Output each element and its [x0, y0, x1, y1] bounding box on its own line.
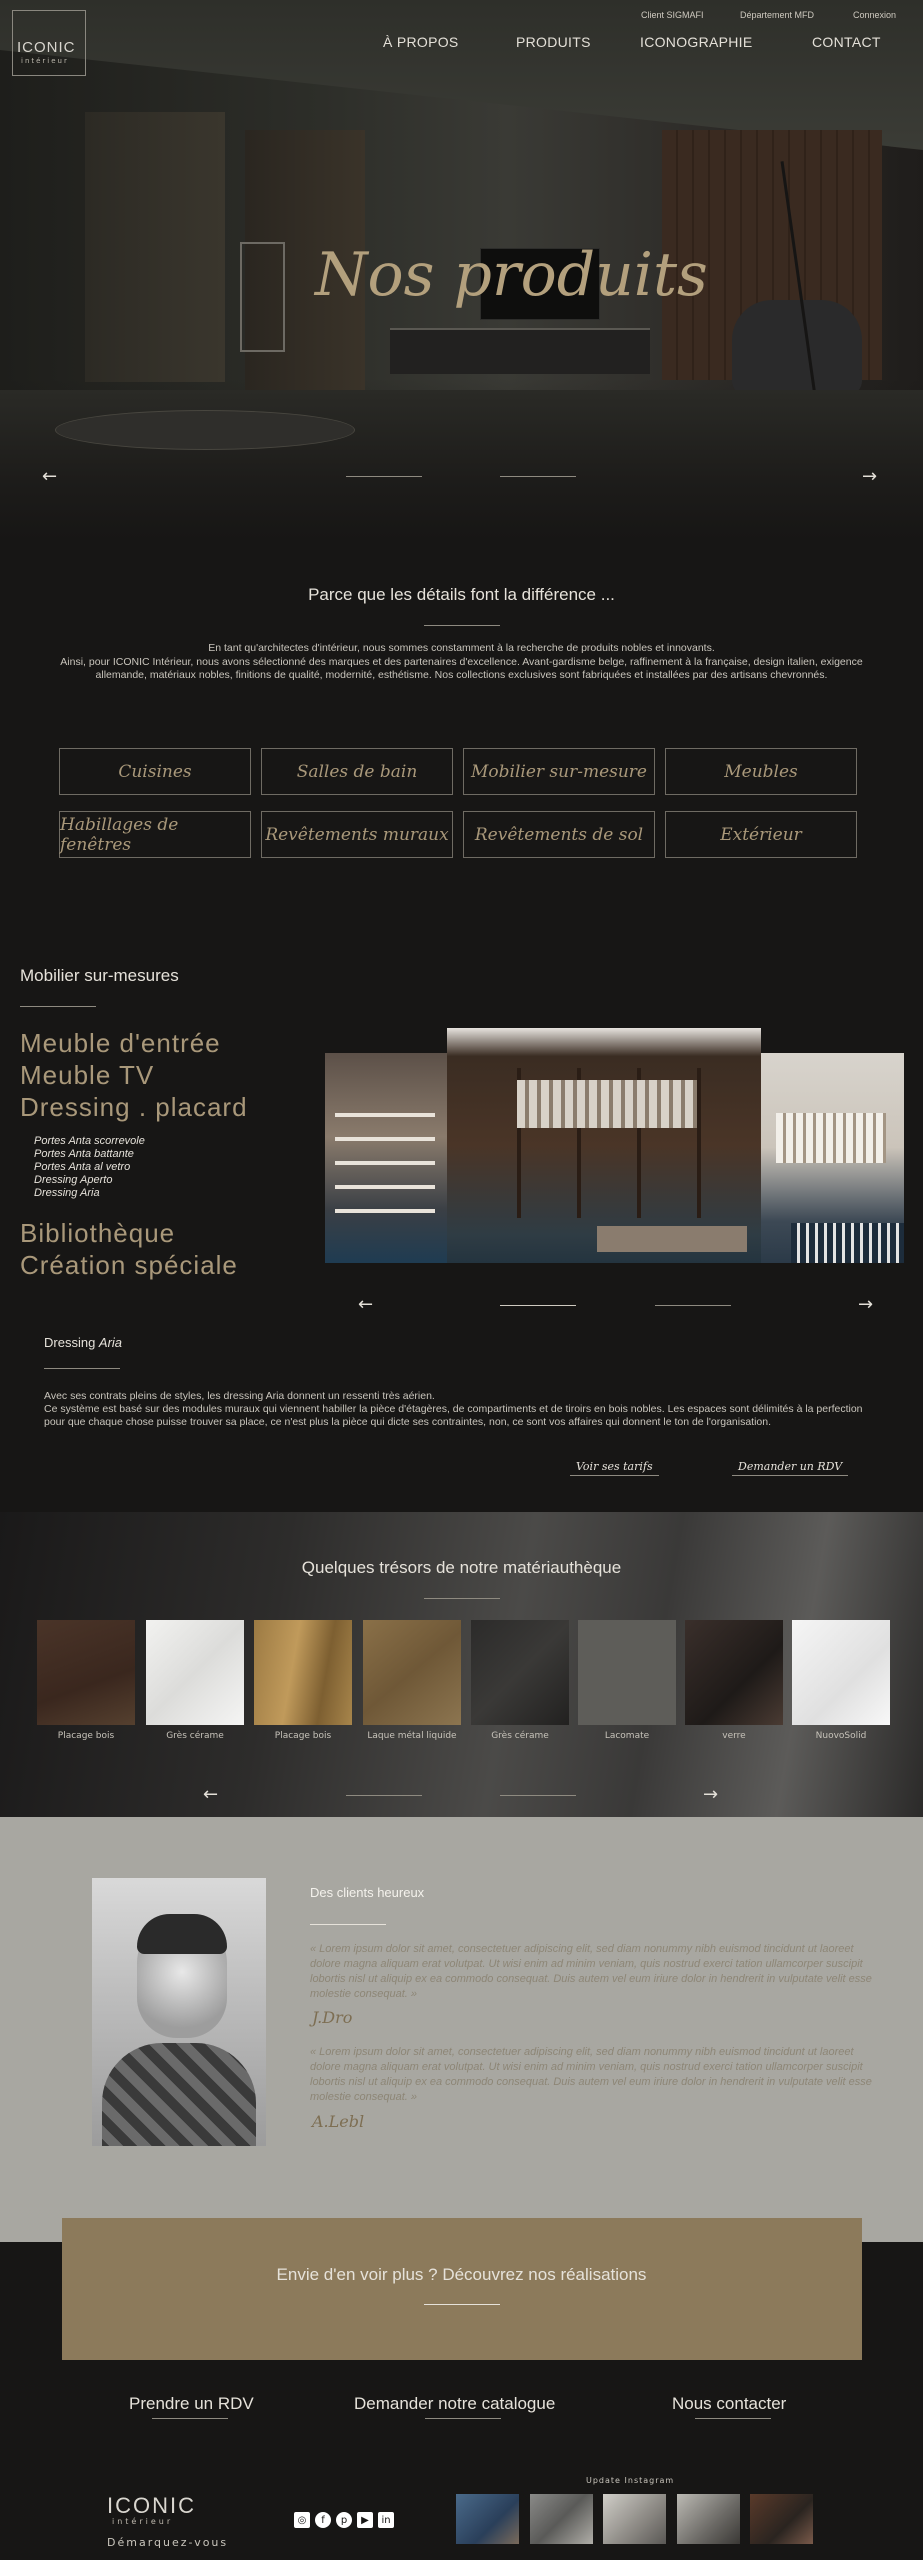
swatch-label-3: Placage bois — [274, 1731, 332, 1741]
category-mobilier-sur-mesure[interactable]: Mobilier sur-mesure — [463, 748, 655, 795]
footer-link-rule-3 — [695, 2418, 771, 2419]
mobilier-dressing-placard[interactable]: Dressing . placard — [20, 1092, 248, 1122]
mobilier-pager-1[interactable] — [500, 1305, 576, 1306]
clothes — [517, 1080, 697, 1128]
nav-produits[interactable]: PRODUITS — [516, 34, 591, 50]
mobilier-section-title: Mobilier sur-mesures — [20, 966, 179, 985]
mobilier-meuble-entree[interactable]: Meuble d'entrée — [20, 1028, 221, 1058]
client-portrait — [92, 1878, 266, 2146]
mobilier-portes-scorrevole[interactable]: Portes Anta scorrevole — [34, 1135, 145, 1147]
swatch-verre[interactable] — [685, 1620, 783, 1725]
mobilier-portes-vetro[interactable]: Portes Anta al vetro — [34, 1161, 131, 1173]
testimonial-1: « Lorem ipsum dolor sit amet, consectetuer adipiscing elit, sed diam nonummy nibh euismod tincidunt ut laoreet dolore magna aliquam erat volutpat. Ut wisi enim ad minim veniam, quis nostrud exerci tation ullamcorper suscipit lobortis nisl ut aliquip ex ea commodo consequat. Duis autem vel eum iriure dolor in hendrerit in vulputate velit esse molestie consequat. » — [310, 1943, 872, 2000]
swatch-gres-cerame-2[interactable] — [471, 1620, 569, 1725]
nav-contact[interactable]: CONTACT — [812, 34, 881, 50]
hero-pager-2[interactable] — [500, 476, 576, 477]
client-link[interactable]: Client SIGMAFI — [641, 10, 704, 20]
mobilier-bibliotheque[interactable]: Bibliothèque — [20, 1218, 176, 1248]
logo-name: ICONIC — [17, 39, 76, 56]
swatch-gres-cerame-1[interactable] — [146, 1620, 244, 1725]
footer-logo-name[interactable]: ICONIC — [107, 2493, 196, 2518]
dressing-title-plain: Dressing — [44, 1335, 99, 1350]
hero-coffee-table — [55, 410, 355, 450]
instagram-thumb-2[interactable] — [530, 2494, 593, 2544]
swatch-nuovosolid[interactable] — [792, 1620, 890, 1725]
hero-next-arrow[interactable]: → — [862, 466, 878, 487]
mobilier-next-arrow[interactable]: → — [858, 1294, 874, 1315]
demander-rdv-link[interactable]: Demander un RDV — [732, 1460, 848, 1476]
hero-shelf — [240, 242, 285, 352]
dressing-photo-left[interactable] — [325, 1053, 447, 1263]
portrait-body — [102, 2043, 256, 2146]
rug — [597, 1226, 747, 1252]
instagram-thumb-4[interactable] — [677, 2494, 740, 2544]
dressing-title-italic: Aria — [98, 1335, 123, 1350]
hero-prev-arrow[interactable]: ← — [42, 466, 58, 487]
hero-armchair — [732, 300, 862, 395]
intro-paragraph-2: Ainsi, pour ICONIC Intérieur, nous avons sélectionné des marques et des partenaires d'excellence. Avant-gardisme belge, raffinement à la française, design italien, exigence allemande, matériaux nobles, finitions de qualité, modernité, esthétisme. Nos collections exclusives sont fabriquées et installées par des artisans chevronnés. — [60, 656, 863, 681]
departement-link[interactable]: Département MFD — [740, 10, 815, 20]
category-revetements-sol[interactable]: Revêtements de sol — [463, 811, 655, 858]
footer-tagline: Démarquez-vous — [107, 2536, 229, 2549]
footer-link-rule-1 — [152, 2418, 228, 2419]
portrait-hair — [137, 1914, 227, 1954]
footer-nous-contacter[interactable]: Nous contacter — [672, 2394, 787, 2413]
clients-title: Des clients heureux — [310, 1885, 425, 1900]
materiaux-title: Quelques trésors de notre matériauthèque — [301, 1558, 622, 1577]
hanging-clothes — [776, 1113, 886, 1163]
category-habillages-fenetres[interactable]: Habillages de fenêtres — [59, 811, 251, 858]
category-salles-de-bain[interactable]: Salles de bain — [261, 748, 453, 795]
materiaux-next-arrow[interactable]: → — [703, 1784, 719, 1805]
swatch-label-7: verre — [722, 1731, 746, 1741]
nav-a-propos[interactable]: À PROPOS — [383, 34, 459, 50]
mobilier-dressing-aria[interactable]: Dressing Aria — [34, 1187, 100, 1199]
swatch-label-2: Grès cérame — [166, 1731, 224, 1741]
mobilier-meuble-tv[interactable]: Meuble TV — [20, 1060, 155, 1090]
dressing-photo-main[interactable] — [447, 1028, 761, 1263]
materiaux-pager-1[interactable] — [346, 1795, 422, 1796]
hero-title: Nos produits — [315, 240, 708, 310]
shelf-lines — [335, 1113, 435, 1233]
category-revetements-muraux[interactable]: Revêtements muraux — [261, 811, 453, 858]
testimonial-1-signature: J.Dro — [312, 2008, 353, 2027]
testimonial-2-signature: A.Lebl — [312, 2112, 365, 2131]
category-exterieur[interactable]: Extérieur — [665, 811, 857, 858]
swatch-placage-bois-1[interactable] — [37, 1620, 135, 1725]
swatch-label-1: Placage bois — [57, 1731, 115, 1741]
voir-tarifs-link[interactable]: Voir ses tarifs — [570, 1460, 659, 1476]
instagram-label: Update Instagram — [586, 2476, 675, 2485]
intro-paragraph-1: En tant qu'architectes d'intérieur, nous sommes constamment à la recherche de produits nobles et innovants. — [208, 642, 715, 654]
nav-iconographie[interactable]: ICONOGRAPHIE — [640, 34, 753, 50]
instagram-icon[interactable]: ◎ — [294, 2512, 310, 2528]
linkedin-icon[interactable]: in — [378, 2512, 394, 2528]
materiaux-prev-arrow[interactable]: ← — [203, 1784, 219, 1805]
mobilier-rule — [20, 1006, 96, 1007]
instagram-thumb-1[interactable] — [456, 2494, 519, 2544]
footer-prendre-rdv[interactable]: Prendre un RDV — [129, 2394, 254, 2413]
intro-title: Parce que les détails font la différence ... — [308, 585, 615, 604]
mobilier-creation-speciale[interactable]: Création spéciale — [20, 1250, 238, 1280]
materiaux-rule — [424, 1598, 500, 1599]
pinterest-icon[interactable]: p — [336, 2512, 352, 2528]
dressing-detail-title — [44, 1335, 122, 1350]
mobilier-portes-battante[interactable]: Portes Anta battante — [34, 1148, 134, 1160]
dressing-paragraph-1: Avec ses contrats pleins de styles, les dressing Aria donnent un ressenti très aérien. — [44, 1390, 435, 1402]
dressing-paragraph-2: Ce système est basé sur des modules muraux qui viennent habiller la pièce d'étagères, de compartiments et de tiroirs en bois nobles. Les espaces sont délimités à la perfection pour que chaque chose puisse trouver sa place, ce n'est plus la pièce qui dicte ses contraintes, non, ce sont vos affaires qui donnent le ton de l'organisation. — [44, 1403, 863, 1428]
facebook-icon[interactable]: f — [315, 2512, 331, 2528]
cta-banner[interactable] — [62, 2218, 862, 2360]
hero-tv-stand — [390, 328, 650, 374]
swatch-label-4: Laque métal liquide — [367, 1731, 457, 1741]
instagram-thumb-3[interactable] — [603, 2494, 666, 2544]
footer-link-rule-2 — [425, 2418, 501, 2419]
footer-logo-sub: intérieur — [112, 2517, 174, 2526]
testimonial-2: « Lorem ipsum dolor sit amet, consectetuer adipiscing elit, sed diam nonummy nibh euismod tincidunt ut laoreet dolore magna aliquam erat volutpat. Ut wisi enim ad minim veniam, quis nostrud exerci tation ullamcorper suscipit lobortis nisl ut aliquip ex ea commodo consequat. Duis autem vel eum iriure dolor in hendrerit in vulputate velit esse molestie consequat. » — [310, 2046, 872, 2103]
clients-rule — [310, 1924, 386, 1925]
hero-left-cabinet — [85, 112, 225, 382]
swatch-laque-metal[interactable] — [363, 1620, 461, 1725]
dressing-photo-right[interactable] — [761, 1053, 904, 1263]
logo-sub: intérieur — [21, 57, 69, 65]
intro-rule — [424, 625, 500, 626]
mobilier-pager-2[interactable] — [655, 1305, 731, 1306]
swatch-label-8: NuovoSolid — [815, 1731, 867, 1741]
mobilier-dressing-aperto[interactable]: Dressing Aperto — [34, 1174, 113, 1186]
category-cuisines[interactable]: Cuisines — [59, 748, 251, 795]
striped-rug — [791, 1223, 904, 1263]
instagram-thumb-5[interactable] — [750, 2494, 813, 2544]
hero-banner — [0, 0, 923, 540]
materiaux-pager-2[interactable] — [500, 1795, 576, 1796]
swatch-label-5: Grès cérame — [491, 1731, 549, 1741]
dressing-rule — [44, 1368, 120, 1369]
logo[interactable] — [12, 10, 86, 76]
swatch-label-6: Lacomate — [604, 1731, 650, 1741]
cta-rule — [424, 2304, 500, 2305]
footer-demander-catalogue[interactable]: Demander notre catalogue — [354, 2394, 556, 2413]
youtube-icon[interactable]: ▶ — [357, 2512, 373, 2528]
category-meubles[interactable]: Meubles — [665, 748, 857, 795]
cta-title[interactable]: Envie d'en voir plus ? Découvrez nos réalisations — [276, 2265, 647, 2284]
mobilier-prev-arrow[interactable]: ← — [358, 1294, 374, 1315]
connexion-link[interactable]: Connexion — [853, 10, 897, 20]
swatch-placage-bois-2[interactable] — [254, 1620, 352, 1725]
hero-pager-1[interactable] — [346, 476, 422, 477]
swatch-lacomate[interactable] — [578, 1620, 676, 1725]
